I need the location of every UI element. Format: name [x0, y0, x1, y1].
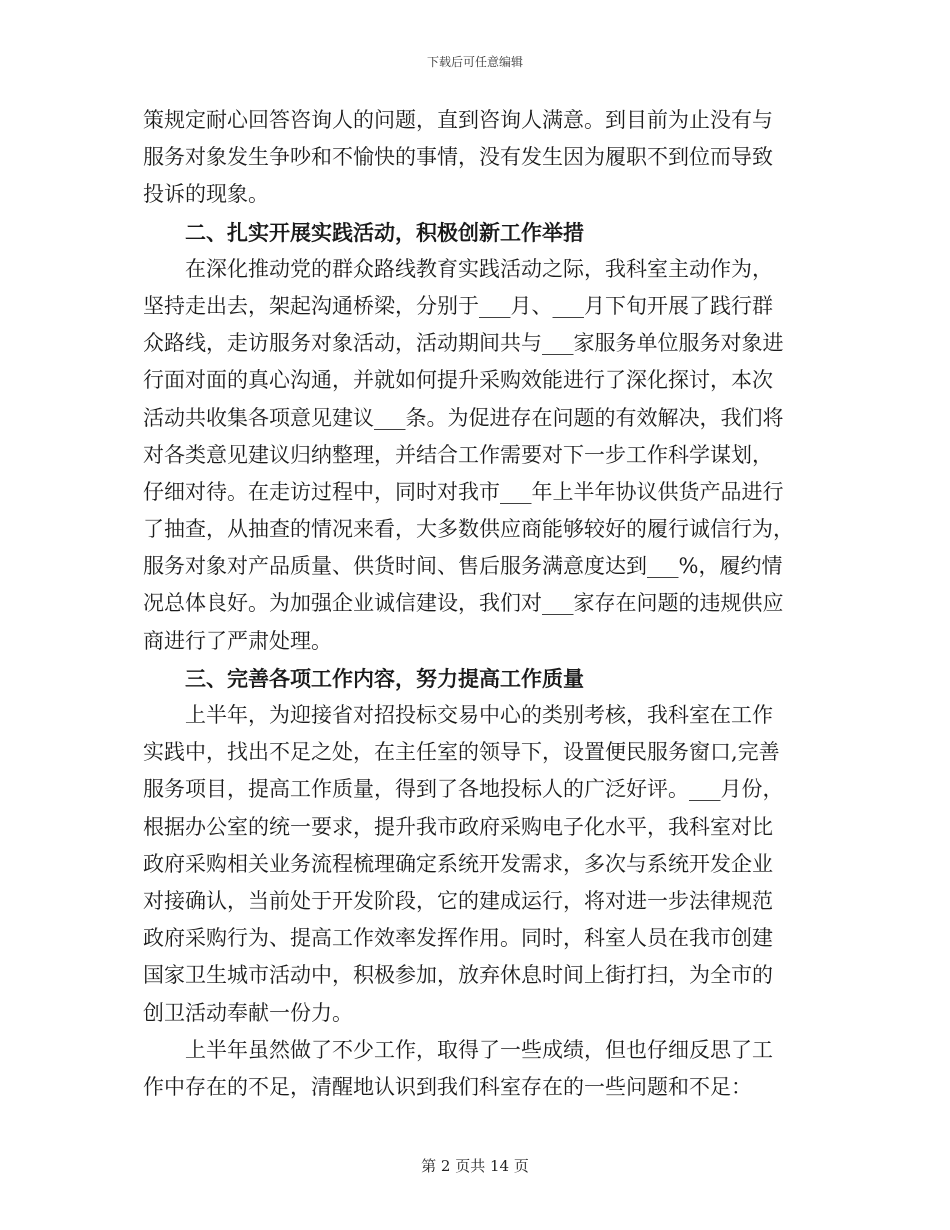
page-footer: 第 2 页共 14 页	[421, 1157, 529, 1175]
text-line: 政府采购行为、提高工作效率发挥作用。同时，科室人员在我市创建	[143, 926, 773, 951]
text-line: 策规定耐心回答咨询人的问题，直到咨询人满意。到目前为止没有与	[143, 108, 773, 132]
text-line: 国家卫生城市活动中，积极参加，放弃休息时间上街打扫，为全市的	[143, 963, 773, 988]
text-line: 商进行了严肃处理。	[143, 628, 332, 653]
text-line: 作中存在的不足，清醒地认识到我们科室存在的一些问题和不足：	[143, 1074, 752, 1099]
text-line: 创卫活动奉献一份力。	[143, 1000, 353, 1025]
text-line: 了抽查，从抽查的情况来看，大多数供应商能够较好的履行诚信行为，	[143, 517, 794, 542]
document-body	[143, 102, 803, 1106]
text-line: 在深化推动党的群众路线教育实践活动之际，我科室主动作为，	[185, 256, 773, 281]
text-line: 对接确认，当前处于开发阶段，它的建成运行，将对进一步法律规范	[143, 888, 773, 913]
text-line: 根据办公室的统一要求，提升我市政府采购电子化水平，我科室对比	[143, 814, 773, 839]
text-line: 上半年，为迎接省对招投标交易中心的类别考核，我科室在工作	[185, 703, 773, 727]
text-line: 况总体良好。为加强企业诚信建设，我们对___家存在问题的违规供应	[143, 591, 784, 616]
text-line: 服务对象发生争吵和不愉快的事情，没有发生因为履职不到位而导致	[143, 145, 773, 170]
page-header: 下载后可任意编辑	[426, 55, 523, 69]
text-line: 对各类意见建议归纳整理，并结合工作需要对下一步工作科学谋划，	[143, 442, 773, 467]
text-line: 上半年虽然做了不少工作，取得了一些成绩，但也仔细反思了工	[185, 1037, 773, 1062]
text-line: 服务项目，提高工作质量，得到了各地投标人的广泛好评。___月份，	[143, 777, 784, 802]
text-line: 行面对面的真心沟通，并就如何提升采购效能进行了深化探讨，本次	[143, 368, 773, 393]
text-line: 实践中，找出不足之处，在主任室的领导下，设置便民服务窗口,完善	[143, 740, 780, 765]
text-line: 仔细对待。在走访过程中，同时对我市___年上半年协议供货产品进行	[143, 479, 784, 504]
text-line: 活动共收集各项意见建议___条。为促进存在问题的有效解决，我们将	[143, 405, 784, 430]
text-line: 投诉的现象。	[143, 182, 269, 207]
section-heading: 三、完善各项工作内容，努力提高工作质量	[185, 665, 584, 691]
text-line: 服务对象对产品质量、供货时间、售后服务满意度达到___%，履约情	[143, 554, 783, 579]
text-line: 众路线，走访服务对象活动，活动期间共与___家服务单位服务对象进	[143, 331, 784, 356]
section-heading: 二、扎实开展实践活动，积极创新工作举措	[185, 219, 584, 245]
text-line: 政府采购相关业务流程梳理确定系统开发需求，多次与系统开发企业	[143, 851, 773, 876]
text-line: 坚持走出去，架起沟通桥梁，分别于___月、___月下旬开展了践行群	[143, 293, 773, 318]
